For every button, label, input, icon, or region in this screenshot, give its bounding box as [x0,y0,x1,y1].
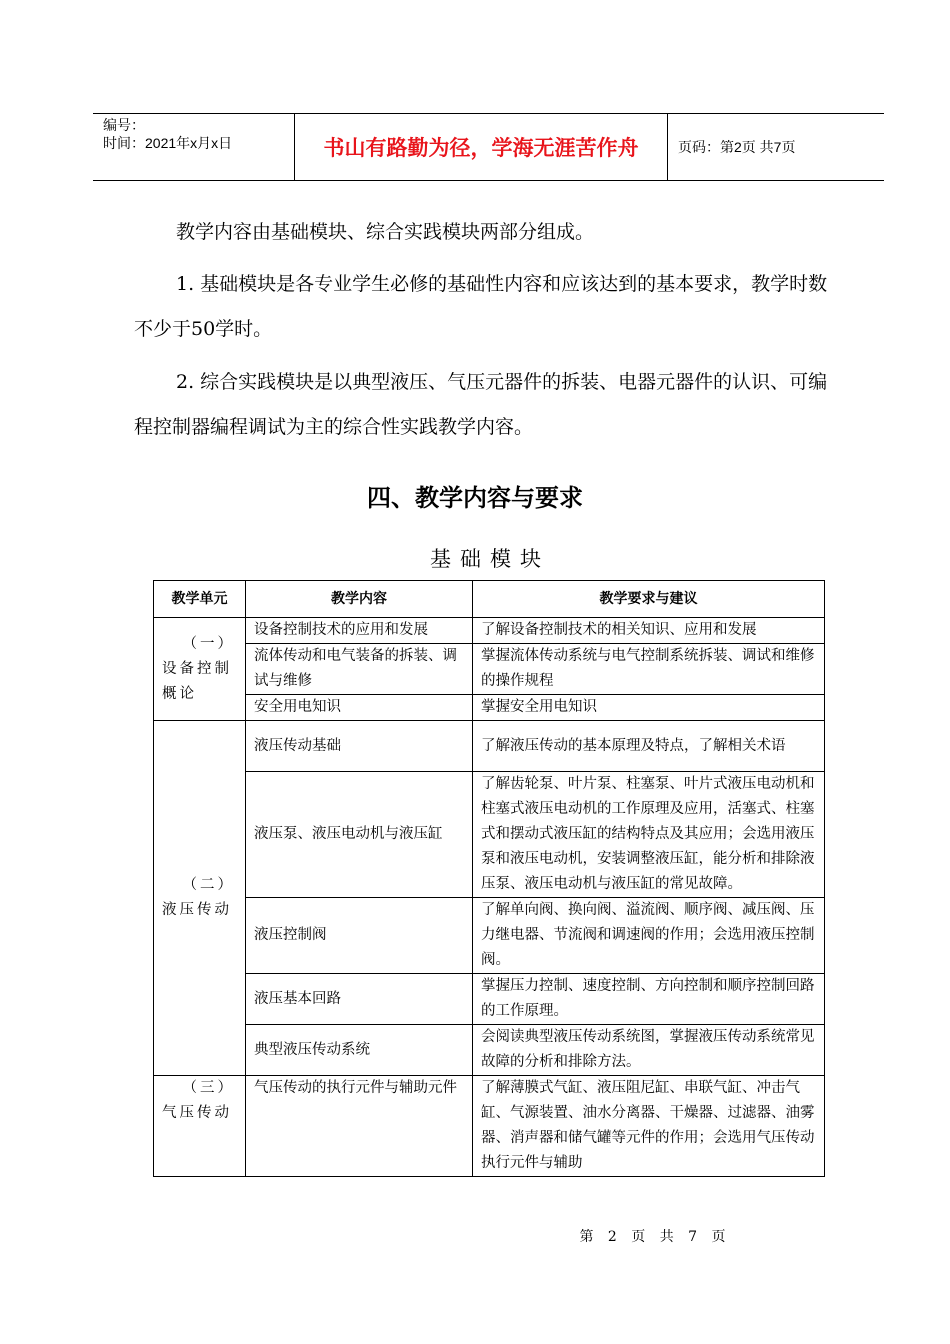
number-label: 编号： [103,117,145,133]
paragraph-intro: 教学内容由基础模块、综合实践模块两部分组成。 [176,221,595,243]
paragraph-practice-module: 2. 综合实践模块是以典型液压、气压元器件的拆装、电器元器件的认识、可编程控制器编程调试为主的综合性实践教学内容。 [134,371,828,438]
content-cell: 液压基本回路 [246,974,473,1025]
requirement-cell: 了解设备控制技术的相关知识、应用和发展 [473,618,825,644]
header-motto: 书山有路勤为径，学海无涯苦作舟 [295,114,668,180]
header-content: 教学内容 [246,581,473,618]
requirement-cell: 了解单向阀、换向阀、溢流阀、顺序阀、减压阀、压力继电器、节流阀和调速阀的作用；会选用液压控制阀。 [473,898,825,974]
header-requirement: 教学要求与建议 [473,581,825,618]
content-cell: 液压传动基础 [246,721,473,772]
header-meta [93,114,295,180]
unit-cell-2 [154,721,246,1076]
content-cell: 流体传动和电气装备的拆装、调试与维修 [246,644,473,695]
table-row [154,644,825,695]
page-header [93,113,884,181]
unit-number: （二） [182,877,235,893]
content-cell: 典型液压传动系统 [246,1025,473,1076]
page-footer: 第 2 页 共 7 页 [579,1229,731,1245]
requirement-cell: 会阅读典型液压传动系统图，掌握液压传动系统常见故障的分析和排除方法。 [473,1025,825,1076]
table-row [154,721,825,772]
content-cell: 液压控制阀 [246,898,473,974]
table-row [154,1076,825,1177]
table-row [154,618,825,644]
requirement-cell: 了解液压传动的基本原理及特点，了解相关术语 [473,721,825,772]
requirement-cell: 掌握压力控制、速度控制、方向控制和顺序控制回路的工作原理。 [473,974,825,1025]
header-unit: 教学单元 [154,581,246,618]
unit-name: 气压传动 [162,1105,232,1121]
requirement-cell: 了解齿轮泵、叶片泵、柱塞泵、叶片式液压电动机和柱塞式液压电动机的工作原理及应用，活塞式、柱塞式和摆动式液压缸的结构特点及其应用；会选用液压泵和液压电动机，安装调整液压缸，能分析和排除液压泵、液压电动机与液压缸的常见故障。 [473,772,825,898]
unit-name: 设备控制概论 [162,660,232,702]
table-header-row [154,581,825,618]
table-row [154,898,825,974]
unit-cell-3 [154,1076,246,1177]
time-label: 时间：2021年x月x日 [103,135,233,151]
unit-number: （三） [182,1080,235,1096]
table-title: 基础模块 [430,547,550,571]
requirement-cell: 掌握安全用电知识 [473,695,825,721]
content-cell: 设备控制技术的应用和发展 [246,618,473,644]
content-cell: 液压泵、液压电动机与液压缸 [246,772,473,898]
content-cell: 气压传动的执行元件与辅助元件 [246,1076,473,1177]
table-row [154,974,825,1025]
paragraph-basic-module: 1. 基础模块是各专业学生必修的基础性内容和应该达到的基本要求，教学时数不少于50学时。 [134,273,828,340]
requirement-cell: 掌握流体传动系统与电气控制系统拆装、调试和维修的操作规程 [473,644,825,695]
unit-cell-1 [154,618,246,721]
unit-name: 液压传动 [162,902,232,918]
table-row [154,1025,825,1076]
requirement-cell: 了解薄膜式气缸、液压阻尼缸、串联气缸、冲击气缸、气源装置、油水分离器、干燥器、过滤器、油雾器、消声器和储气罐等元件的作用；会选用气压传动执行元件与辅助 [473,1076,825,1177]
table-row [154,772,825,898]
unit-number: （一） [182,635,235,652]
section-title: 四、教学内容与要求 [367,484,583,512]
table-row [154,695,825,721]
content-table [153,580,825,1177]
content-cell: 安全用电知识 [246,695,473,721]
header-page-info: 页码：第2页 共7页 [678,139,796,155]
